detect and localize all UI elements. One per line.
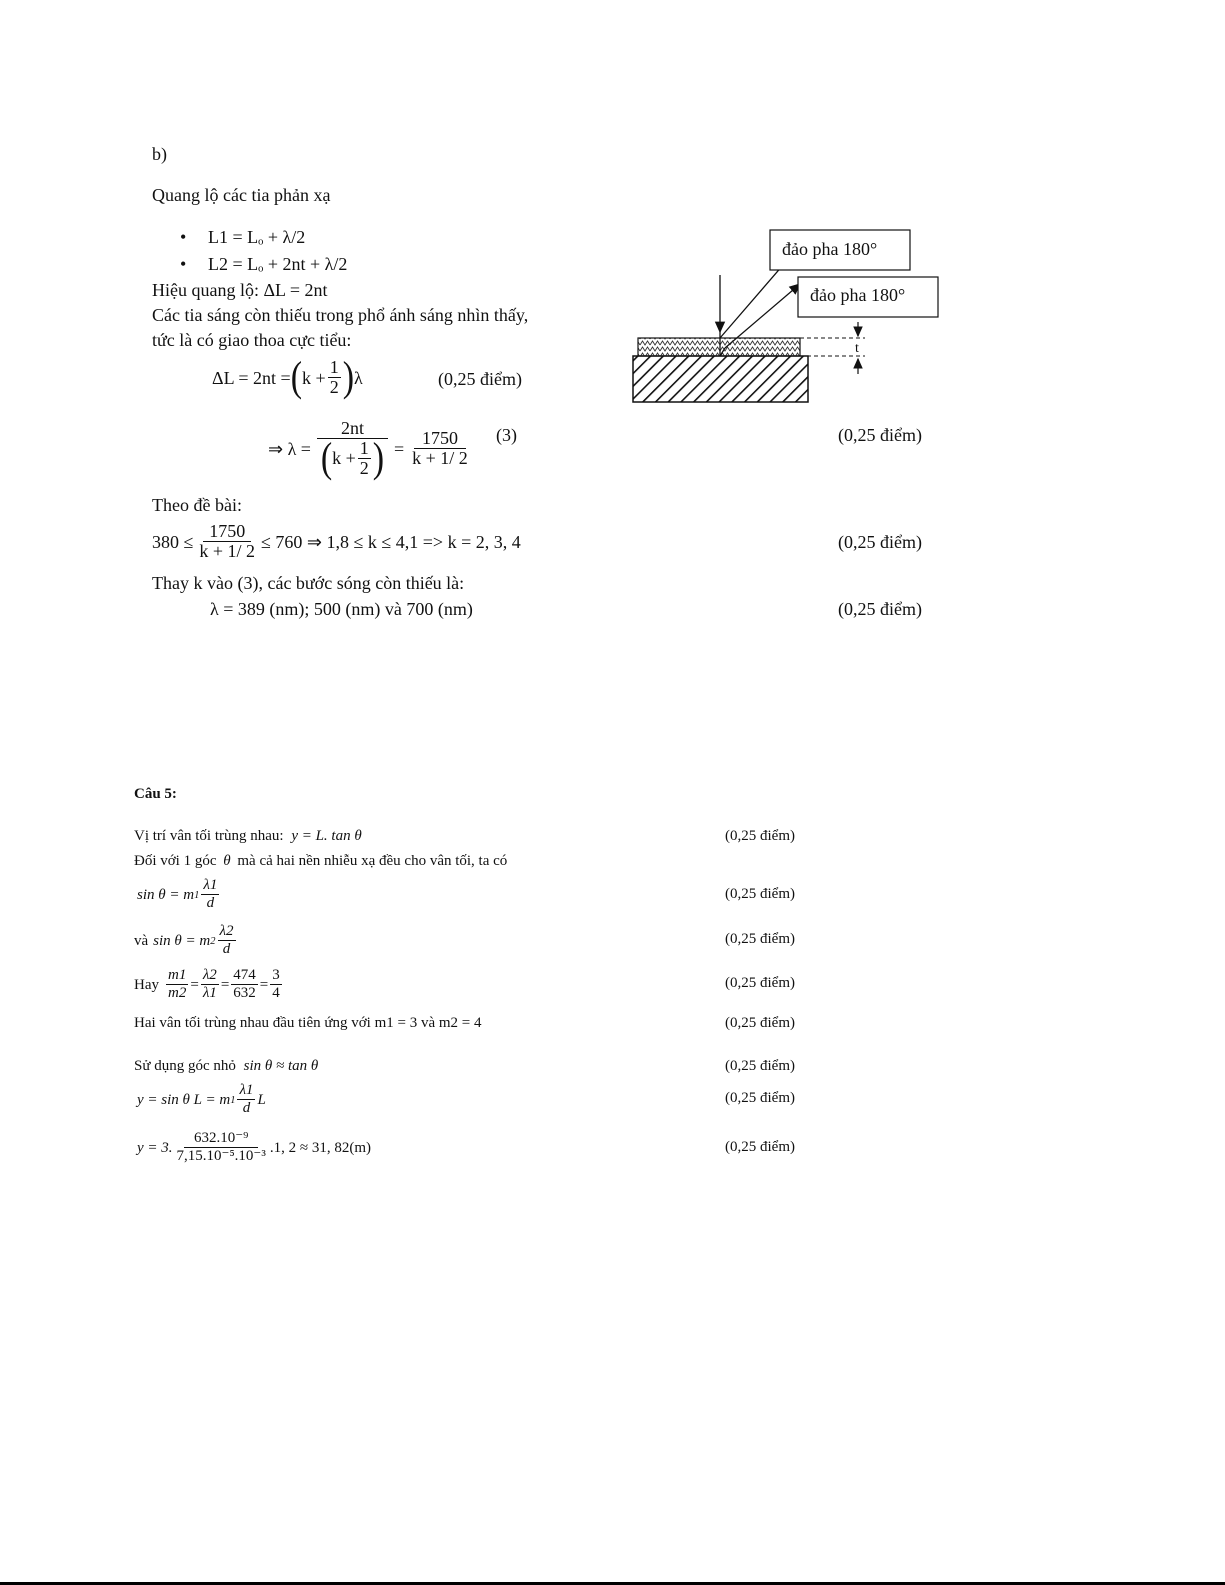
score: (0,25 điểm) [838, 425, 922, 445]
left-paren: ( [290, 354, 303, 401]
row-7: Sử dụng góc nhỏ sin θ ≈ tan θ [134, 1058, 319, 1074]
fraction-numeric: $\frac{\text{632.10⁻⁹}}{\text{7,15.10⁻⁵.10⁻³}}$ [176, 1130, 266, 1165]
equals-sign: = [393, 438, 405, 459]
fraction-lambda2-lambda1: $\frac{\lambda 2}{\lambda 1}$ [202, 967, 217, 1002]
fraction-3-4: $\frac{3}{4}$ [272, 967, 280, 1002]
right-paren: ) [342, 354, 355, 401]
fraction-lambda2-d: $\frac{\lambda 2}{d}$ [219, 923, 234, 958]
ineq-right: ≤ 760 ⇒ 1,8 ≤ k ≤ 4,1 => k = 2, 3, 4 [261, 531, 521, 552]
equals-sign: = [190, 976, 199, 993]
score: (0,25 điểm) [725, 975, 795, 991]
text-line: Thay k vào (3), các bước sóng còn thiếu là: [152, 573, 465, 593]
equals-sign: = [220, 976, 230, 993]
bullet-dot-icon: • [180, 254, 187, 274]
result-line: λ = 389 (nm); 500 (nm) và 700 (nm) [210, 599, 473, 619]
fraction-m1-m2: $\frac{m1}{m2}$ [168, 967, 187, 1002]
text-line: tức là có giao thoa cực tiểu: [152, 330, 352, 350]
denominator-group: ( k + $\frac{1}{2}$ ) [320, 435, 385, 482]
eq1-k: k + [302, 367, 326, 388]
thin-film-diagram [620, 220, 950, 410]
eq1-lambda: λ [354, 367, 363, 388]
score: (0,25 điểm) [725, 931, 795, 947]
label-box-2-text: đảo pha 180° [810, 285, 906, 305]
row-1: Vị trí vân tối trùng nhau: y = L. tan θ [134, 828, 362, 844]
eq1-lhs: ΔL = 2nt = [212, 367, 291, 388]
equals-sign: = [259, 976, 269, 993]
score: (0,25 điểm) [438, 369, 522, 389]
score: (0,25 điểm) [725, 1015, 795, 1031]
score: (0,25 điểm) [725, 1139, 795, 1155]
equation-1 [212, 352, 363, 404]
thin-film [638, 338, 800, 356]
bullet-dot-icon: • [180, 227, 187, 247]
r1-equation: y = L. tan θ [291, 828, 362, 844]
right-paren: ) [372, 435, 385, 482]
ineq-left: 380 ≤ [152, 531, 194, 552]
row-2: Đối với 1 góc θ mà cả hai nền nhiễu xạ đều cho vân tối, ta có [134, 853, 508, 869]
fraction-474-632: $\frac{474}{632}$ [233, 967, 256, 1002]
section-heading: Quang lộ các tia phản xạ [152, 185, 331, 205]
fraction-2nt: 2nt ( k + $\frac{1}{2}$ ) [317, 419, 388, 479]
text-line: Theo đề bài: [152, 495, 242, 515]
score: (0,25 điểm) [838, 532, 922, 552]
fraction-1750: $\frac{1750}{k + 1/ 2}$ [199, 521, 256, 562]
fraction-half: $\frac{1}{2}$ [359, 438, 369, 478]
row-5: Hay $\frac{m1}{m2}$ = $\frac{\lambda 2}{\lambda 1}$ = $\frac{474}{632}$ = $\frac{3}{4}$ [134, 967, 280, 1002]
score: (0,25 điểm) [838, 599, 922, 619]
l2-text: L2 = Lₒ + 2nt + λ/2 [208, 254, 348, 274]
substrate [633, 356, 808, 402]
equation-2 [268, 410, 472, 488]
path-difference: Hiệu quang lộ: ΔL = 2nt [152, 280, 328, 300]
fraction-lambda1-d: $\frac{\lambda 1}{d}$ [203, 877, 218, 912]
text-line: Các tia sáng còn thiếu trong phổ ánh sáng nhìn thấy, [152, 305, 529, 325]
score: (0,25 điểm) [725, 886, 795, 902]
equation-tag: (3) [496, 425, 517, 445]
part-label: b) [152, 144, 167, 164]
row-6: Hai vân tối trùng nhau đầu tiên ứng với m1 = 3 và m2 = 4 [134, 1015, 482, 1031]
score: (0,25 điểm) [725, 1090, 795, 1106]
score: (0,25 điểm) [725, 828, 795, 844]
left-paren: ( [320, 435, 333, 482]
row-3: sin θ = m 1 $\frac{\lambda 1}{d}$ [137, 877, 218, 912]
eq2-lhs: ⇒ λ = [268, 438, 311, 459]
l1-text: L1 = Lₒ + λ/2 [208, 227, 306, 247]
fraction-1750: $\frac{1750}{k + 1/ 2}$ [412, 428, 468, 469]
bullet-l1 [180, 227, 305, 248]
row-8: y = sin θ L = m 1 $\frac{\lambda 1}{d}$ L [137, 1082, 266, 1117]
inequality [152, 517, 521, 567]
thickness-label: t [855, 341, 859, 356]
r7-equation: sin θ ≈ tan θ [243, 1058, 319, 1074]
bullet-l2 [180, 254, 347, 275]
row-4: và sin θ = m 2 $\frac{\lambda 2}{d}$ [134, 923, 234, 958]
row-9: y = 3. $\frac{\text{632.10⁻⁹}}{\text{7,15.10⁻⁵.10⁻³}}$ .1, 2 ≈ 31, 82(m) [137, 1130, 371, 1165]
fraction-half: $\frac{1}{2}$ [329, 357, 339, 398]
question-title: Câu 5: [134, 786, 177, 802]
score: (0,25 điểm) [725, 1058, 795, 1074]
fraction-lambda1-d: $\frac{\lambda 1}{d}$ [239, 1082, 254, 1117]
label-box-1-text: đảo pha 180° [782, 239, 878, 259]
